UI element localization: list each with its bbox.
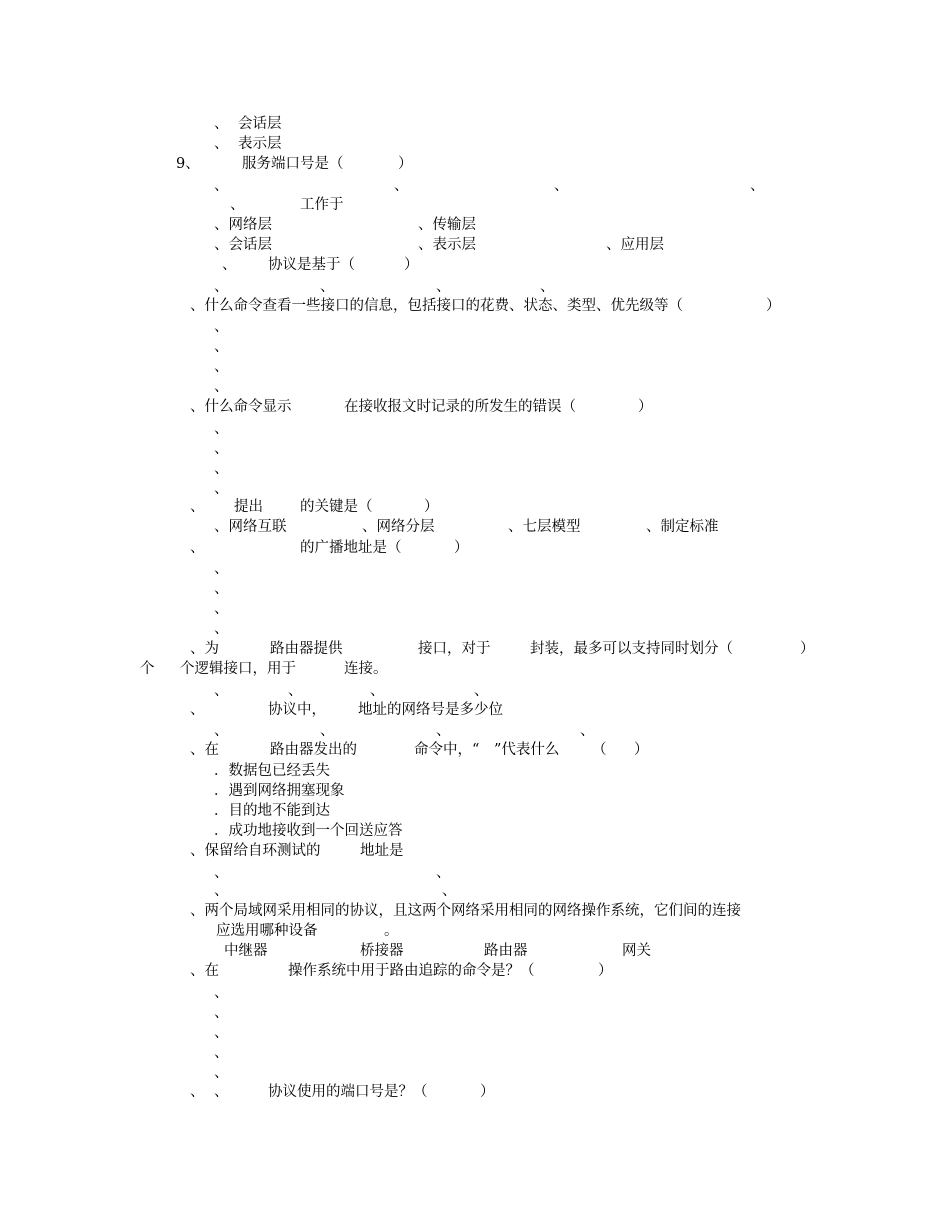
text-span: 操作系统中用于路由追踪的命令是？（ <box>288 963 535 979</box>
question-text: 、什么命令查看一些接口的信息，包括接口的花费、状态、类型、优先级等（ <box>190 298 683 314</box>
text-span: 、 <box>214 116 229 132</box>
question-number: 9、 <box>176 156 200 172</box>
option-item: ．成功地接收到一个回送应答 <box>214 823 403 839</box>
question-marker: 、 <box>190 540 205 556</box>
text-span: 的广播地址是（ <box>300 540 402 556</box>
option-item: 网关 <box>622 943 651 959</box>
option-marker: 、 <box>214 601 229 617</box>
option-marker: 、 <box>370 683 385 699</box>
option-marker: 、 <box>214 461 229 477</box>
option-marker: 、 <box>214 379 229 395</box>
option-marker: 、 <box>214 683 229 699</box>
text-span: 地址是 <box>360 843 404 859</box>
text-span: ） <box>398 156 413 172</box>
text-span: 、 <box>214 136 229 152</box>
text-span: （ <box>592 742 607 758</box>
option-marker: 、 <box>214 178 229 194</box>
option-marker: 、 <box>214 621 229 637</box>
text-span: 表示层 <box>238 136 282 152</box>
text-span: 协议中， <box>268 702 326 718</box>
option-item: ．数据包已经丢失 <box>214 763 330 779</box>
text-span: 接口，对于 <box>418 641 491 657</box>
text-span: 协议使用的端口号是？（ <box>268 1084 428 1100</box>
question-text: 、两个局域网采用相同的协议，且这两个网络采用相同的网络操作系统，它们间的连接 <box>190 903 741 919</box>
question-text: 、在 <box>190 742 219 758</box>
option-marker: 、 <box>214 561 229 577</box>
question-text: 、为 <box>190 641 219 657</box>
option-marker: 、 <box>214 339 229 355</box>
question-text: 、什么命令显示 <box>190 399 292 415</box>
question-marker: 、 <box>190 702 205 718</box>
option-marker: 、 <box>436 279 451 295</box>
text-span: 路由器发出的 <box>270 742 357 758</box>
option-marker: 、 <box>580 723 595 739</box>
option-marker: 、 <box>214 421 229 437</box>
option-item: 路由器 <box>484 943 528 959</box>
option-item: 、会话层 <box>214 237 272 253</box>
question-marker: 、 <box>190 499 205 515</box>
text-span: 地址的网络号是多少位 <box>358 702 503 718</box>
option-marker: 、 <box>214 1045 229 1061</box>
text-span: ） <box>404 257 419 273</box>
option-item: 桥接器 <box>360 943 404 959</box>
text-span: 个 <box>140 661 155 677</box>
option-marker: 、 <box>214 481 229 497</box>
text-span: 协议是基于（ <box>268 257 355 273</box>
option-marker: 、 <box>214 865 229 881</box>
option-marker: 、 <box>474 683 489 699</box>
text-span: 。 <box>384 923 399 939</box>
text-span: 服务端口号是（ <box>242 156 344 172</box>
option-marker: 、 <box>320 723 335 739</box>
option-marker: 、 <box>214 581 229 597</box>
option-item: 、制定标准 <box>646 519 719 535</box>
option-marker: 、 <box>214 883 229 899</box>
question-text: 、保留给自环测试的 <box>190 843 321 859</box>
text-span: ） <box>766 298 781 314</box>
option-marker: 、 <box>442 883 457 899</box>
text-span: 提出 <box>234 499 263 515</box>
text-span: 路由器提供 <box>270 641 343 657</box>
text-span: ） <box>480 1084 495 1100</box>
option-marker: 、 <box>214 723 229 739</box>
option-marker: 、 <box>320 279 335 295</box>
text-span: 封装，最多可以支持同时划分（ <box>530 641 733 657</box>
option-item: 、网络层 <box>214 217 272 233</box>
option-marker: 、 <box>288 683 303 699</box>
text-span: 命令中，“ <box>414 742 480 758</box>
text-span: ） <box>424 499 439 515</box>
option-marker: 、 <box>750 178 765 194</box>
option-marker: 、 <box>554 178 569 194</box>
option-marker: 、 <box>214 1025 229 1041</box>
text-span: 工作于 <box>300 197 344 213</box>
option-item: 、表示层 <box>418 237 476 253</box>
question-marker: 、 <box>222 257 237 273</box>
option-marker: 、 <box>394 178 409 194</box>
question-marker: 、 <box>230 197 245 213</box>
option-item: 、应用层 <box>606 237 664 253</box>
option-marker: 、 <box>214 279 229 295</box>
question-text: 、在 <box>190 963 219 979</box>
text-span: ”代表什么 <box>494 742 560 758</box>
text-span: ） <box>634 742 649 758</box>
text-span: ） <box>598 963 613 979</box>
text-span: 会话层 <box>238 116 282 132</box>
text-span: 连接。 <box>344 661 388 677</box>
text-span: 个逻辑接口，用于 <box>180 661 296 677</box>
option-marker: 、 <box>214 441 229 457</box>
text-span: 在接收报文时记录的所发生的错误（ <box>344 399 576 415</box>
option-item: 、网络互联 <box>214 519 287 535</box>
text-span: ） <box>800 641 815 657</box>
option-marker: 、 <box>436 865 451 881</box>
question-text: 应选用哪种设备 <box>216 923 318 939</box>
option-marker: 、 <box>214 319 229 335</box>
text-span: ） <box>454 540 469 556</box>
option-marker: 、 <box>540 279 555 295</box>
option-item: 、传输层 <box>418 217 476 233</box>
option-item: 中继器 <box>224 943 268 959</box>
option-marker: 、 <box>214 359 229 375</box>
text-span: 的关键是（ <box>300 499 373 515</box>
option-marker: 、 <box>436 723 451 739</box>
option-item: ．遇到网络拥塞现象 <box>214 783 345 799</box>
option-item: ．目的地不能到达 <box>214 803 330 819</box>
text-span: ） <box>638 399 653 415</box>
question-marker: 、 <box>214 1084 229 1100</box>
option-marker: 、 <box>214 1005 229 1021</box>
option-item: 、七层模型 <box>508 519 581 535</box>
question-marker: 、 <box>190 1084 205 1100</box>
option-marker: 、 <box>214 985 229 1001</box>
option-marker: 、 <box>214 1065 229 1081</box>
option-item: 、网络分层 <box>362 519 435 535</box>
